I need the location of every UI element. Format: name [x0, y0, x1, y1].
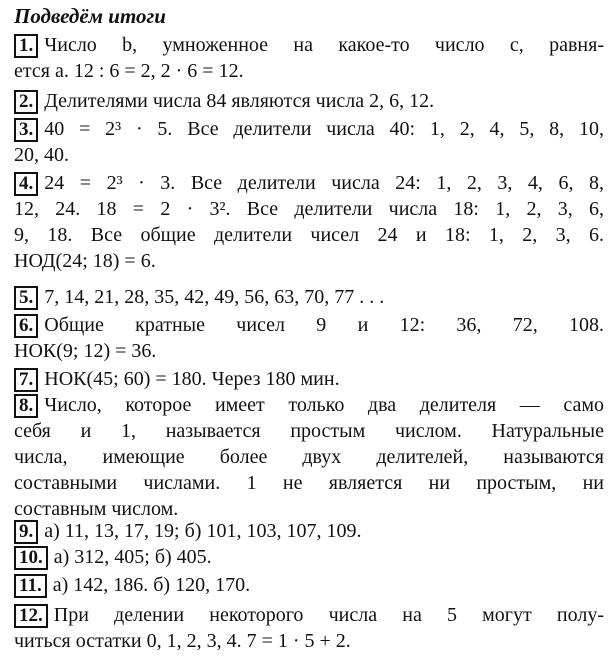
answer-item-6: [14, 312, 604, 364]
answer-item-11: [14, 572, 604, 598]
item-line: ется a. 12 : 6 = 2, 2 · 6 = 12.: [14, 60, 244, 82]
item-line: Делителями числа 84 являются числа 2, 6, 12.: [44, 90, 435, 112]
item-line: 7, 14, 21, 28, 35, 42, 49, 56, 63, 70, 77 . . .: [44, 286, 385, 308]
item-number: 5.: [14, 286, 38, 310]
answer-item-3: [14, 116, 604, 168]
item-line: НОК(9; 12) = 36.: [14, 340, 157, 362]
item-line: НОД(24; 18) = 6.: [14, 250, 156, 272]
item-line: Общие кратные чисел 9 и 12: 36, 72, 108.: [44, 314, 604, 336]
section-heading: Подведём итоги: [14, 4, 166, 28]
item-line: составным числом.: [14, 498, 179, 520]
item-number: 10.: [14, 546, 48, 570]
answer-item-1: [14, 32, 604, 84]
item-line: 20, 40.: [14, 144, 69, 166]
answer-item-2: [14, 88, 604, 114]
answer-item-10: [14, 544, 604, 570]
item-line: числа, имеющие более двух делителей, называются: [14, 446, 604, 468]
answer-item-4: [14, 170, 604, 274]
item-line: НОК(45; 60) = 180. Через 180 мин.: [44, 368, 340, 390]
answer-item-12: [14, 602, 604, 654]
item-line: а) 312, 405; б) 405.: [53, 546, 212, 568]
answer-item-9: [14, 518, 604, 544]
item-number: 9.: [14, 520, 38, 544]
item-line: Число, которое имеет только два делителя — само: [44, 394, 604, 416]
item-number: 2.: [14, 90, 38, 114]
item-number: 6.: [14, 314, 38, 338]
item-number: 11.: [14, 574, 47, 598]
answer-item-5: [14, 284, 604, 310]
item-line: 40 = 2³ · 5. Все делители числа 40: 1, 2, 4, 5, 8, 10,: [44, 118, 604, 140]
item-line: При делении некоторого числа на 5 могут полу-: [53, 604, 604, 626]
item-number: 8.: [14, 394, 38, 418]
item-line: себя и 1, называется простым числом. Натуральные: [14, 420, 604, 442]
answer-item-7: [14, 366, 604, 392]
item-line: Число b, умноженное на какое-то число c, равня-: [44, 34, 604, 56]
item-number: 3.: [14, 118, 38, 142]
item-line: 12, 24. 18 = 2 · 3². Все делители числа 18: 1, 2, 3, 6,: [14, 198, 604, 220]
item-line: читься остатки 0, 1, 2, 3, 4. 7 = 1 · 5 + 2.: [14, 630, 351, 652]
item-line: а) 142, 186. б) 120, 170.: [52, 574, 251, 596]
item-number: 4.: [14, 172, 38, 196]
item-number: 1.: [14, 34, 38, 58]
item-line: 9, 18. Все общие делители чисел 24 и 18: 1, 2, 3, 6.: [14, 224, 604, 246]
item-number: 7.: [14, 368, 38, 392]
answer-item-8: [14, 392, 604, 522]
item-line: а) 11, 13, 17, 19; б) 101, 103, 107, 109.: [44, 520, 362, 542]
item-line: 24 = 2³ · 3. Все делители числа 24: 1, 2, 3, 4, 6, 8,: [44, 172, 604, 194]
item-line: составными числами. 1 не является ни простым, ни: [14, 472, 604, 494]
item-number: 12.: [14, 604, 48, 628]
